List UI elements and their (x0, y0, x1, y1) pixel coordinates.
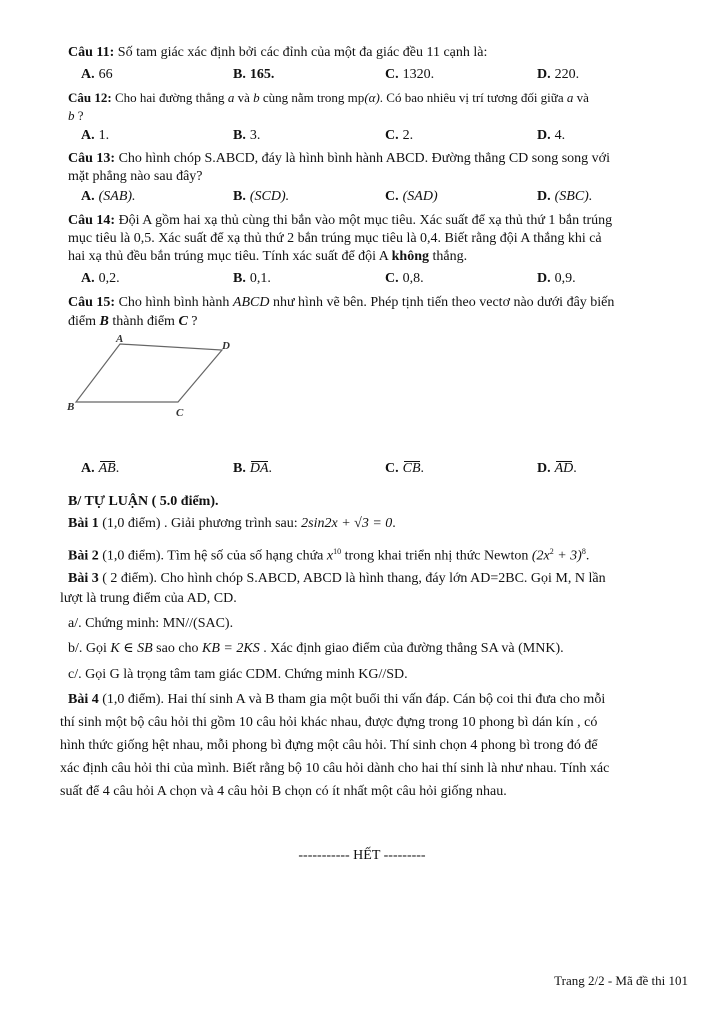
q14-option-c: C. 0,8. (385, 271, 424, 286)
q11-option-b: B. 165. (233, 67, 275, 82)
vertex-label-a: A (116, 333, 124, 345)
bai-1: Bài 1 (1,0 điểm) . Giải phương trình sau: 2sin2x + √3 = 0. (68, 516, 396, 531)
q14-option-a: A. 0,2. (81, 271, 120, 286)
question-14: Câu 14: Đội A gồm hai xạ thủ cùng thi bắn vào một mục tiêu. Xác suất để xạ thủ thứ 1 bắn trúng (68, 213, 613, 228)
q13-option-b: B. (SCD). (233, 189, 290, 204)
vertex-label-b: B (67, 401, 75, 413)
parallelogram-shape (76, 344, 222, 402)
bai-2: Bài 2 (1,0 điểm). Tìm hệ số của số hạng chứa $x^{10}$ trong khai triển nhị thức Newton $(2x^2 + 3)^8$. (68, 547, 590, 564)
q15-option-d: D. AD. (537, 461, 577, 476)
section-b-heading: B/ TỰ LUẬN ( 5.0 điểm). (68, 494, 219, 509)
bai-3-part-c: c/. Gọi G là trọng tâm tam giác CDM. Chứng minh KG//SD. (68, 667, 408, 682)
question-15: Câu 15: Cho hình bình hành ABCD như hình vẽ bên. Phép tịnh tiến theo vectơ nào dưới đây biến (68, 295, 615, 310)
question-text: Số tam giác xác định bởi các đỉnh của một đa giác đều 11 cạnh là: (114, 45, 488, 60)
vector-ab: AB (98, 461, 116, 476)
question-13: Câu 13: Cho hình chóp S.ABCD, đáy là hình bình hành ABCD. Đường thẳng CD song song với (68, 151, 610, 166)
bai-4-line4: xác định câu hỏi thi của mình. Biết rằng bộ 10 câu hỏi dành cho hai thí sinh là như nhau. Tính xác (60, 761, 610, 776)
question-14-line2: mục tiêu là 0,5. Xác suất để xạ thủ thứ 2 bắn trúng mục tiêu là 0,4. Biết rằng đội A thắng khi cả (68, 231, 602, 246)
q12-option-c: C. 2. (385, 128, 414, 143)
q15-option-b: B. DA. (233, 461, 273, 476)
q11-option-d: D. 220. (537, 67, 580, 82)
vertex-label-c: C (176, 407, 184, 419)
bai-3: Bài 3 ( 2 điểm). Cho hình chóp S.ABCD, ABCD là hình thang, đáy lớn AD=2BC. Gọi M, N lần (68, 571, 606, 586)
q14-option-d: D. 0,9. (537, 271, 576, 286)
vector-ad: AD (554, 461, 574, 476)
bai-4: Bài 4 (1,0 điểm). Hai thí sinh A và B tham gia một buổi thi vấn đáp. Cán bộ coi thi đưa cho mỗi (68, 692, 606, 707)
vector-da: DA (249, 461, 269, 476)
question-12-line2: b ? (68, 108, 84, 123)
question-15-line2: điểm B thành điểm C ? (68, 314, 198, 329)
q12-option-d: D. 4. (537, 128, 566, 143)
q13-option-c: C. (SAD) (385, 189, 438, 204)
bai-4-line5: suất để 4 câu hỏi A chọn và 4 câu hỏi B chọn có ít nhất một câu hỏi giống nhau. (60, 784, 507, 799)
question-13-line2: mặt phẳng nào sau đây? (68, 169, 203, 184)
q13-option-a: A. (SAB). (81, 189, 136, 204)
q11-option-a: A. 66 (81, 67, 113, 82)
q15-option-a: A. AB. (81, 461, 120, 476)
q15-option-c: C. CB. (385, 461, 425, 476)
bai-4-line2: thí sinh một bộ câu hỏi thi gồm 10 câu hỏi khác nhau, được đựng trong 10 phong bì dán kín , có (60, 715, 598, 730)
q14-option-b: B. 0,1. (233, 271, 271, 286)
bai-3-part-a: a/. Chứng minh: MN//(SAC). (68, 616, 234, 631)
q12-option-a: A. 1. (81, 128, 110, 143)
end-mark: ----------- HẾT --------- (298, 848, 426, 863)
q13-option-d: D. (SBC). (537, 189, 593, 204)
q12-option-b: B. 3. (233, 128, 261, 143)
question-label: Câu 11: (68, 45, 115, 60)
bai-3-line2: lượt là trung điểm của AD, CD. (60, 591, 237, 606)
parallelogram-figure (62, 330, 242, 430)
question-14-line3: hai xạ thủ đều bắn trúng mục tiêu. Tính xác suất để đội A không thắng. (68, 249, 468, 264)
bai-4-line3: hình thức giống hệt nhau, mỗi phong bì đựng một câu hỏi. Thí sinh chọn 4 phong bì trong đó để (60, 738, 598, 753)
page-footer: Trang 2/2 - Mã đề thi 101 (554, 973, 688, 988)
vertex-label-d: D (222, 340, 230, 352)
q11-option-c: C. 1320. (385, 67, 435, 82)
question-11 (68, 44, 698, 62)
bai-3-part-b: b/. Gọi K ∈ SB sao cho KB = 2KS . Xác định giao điểm của đường thẳng SA và (MNK). (68, 641, 564, 656)
question-12: Câu 12: Cho hai đường thẳng a và b cùng nằm trong mp(α). Có bao nhiêu vị trí tương đối giữa a và (68, 90, 589, 105)
vector-cb: CB (402, 461, 421, 476)
